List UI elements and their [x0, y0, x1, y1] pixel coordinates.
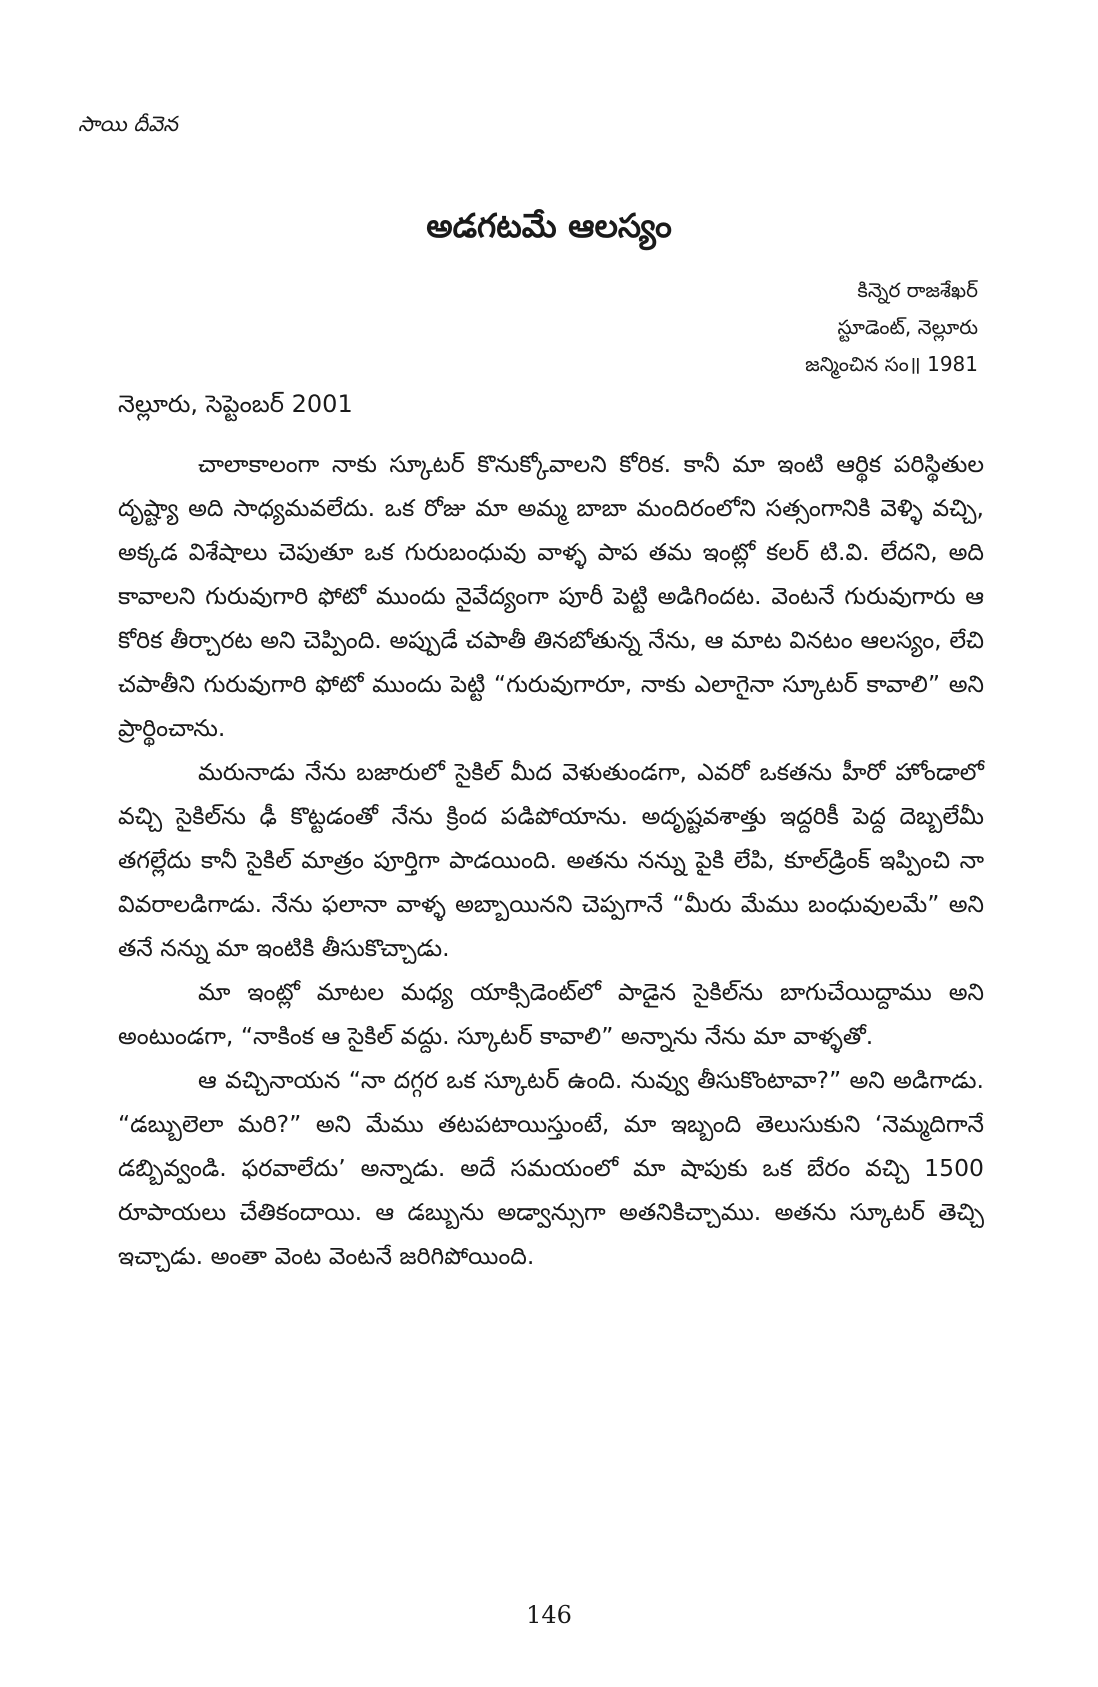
dateline: నెల్లూరు, సెప్టెంబర్ 2001 — [118, 390, 353, 418]
article-body — [118, 442, 984, 1278]
author-birth-year: జన్మించిన సం॥ 1981 — [805, 352, 978, 376]
author-block — [805, 272, 978, 383]
paragraph: మరునాడు నేను బజారులో సైకిల్ మీద వెళుతుండగా, ఎవరో ఒకతను హీరో హోండాలో వచ్చి సైకిల్‌ను ఢీ కొట్టడంతో నేను క్రింద పడిపోయాను. అదృష్టవశాత్తు ఇద్దరికీ పెద్ద దెబ్బలేమీ తగల్లేదు కానీ సైకిల్ మాత్రం పూర్తిగా పాడయింది. అతను నన్ను పైకి లేపి, కూల్‌డ్రింక్ ఇప్పించి నా వివరాలడిగాడు. నేను ఫలానా వాళ్ళ అబ్బాయినని చెప్పగానే “మీరు మేము బంధువులమే” అని తనే నన్ను మా ఇంటికి తీసుకొచ్చాడు. — [118, 758, 984, 962]
author-name: కిన్నెర రాజశేఖర్ — [857, 278, 978, 302]
article-title: అడగటమే ఆలస్యం — [426, 206, 672, 245]
paragraph: మా ఇంట్లో మాటల మధ్య యాక్సిడెంట్‌లో పాడైన సైకిల్‌ను బాగుచేయిద్దాము అని అంటుండగా, “నాకింక ఆ సైకిల్ వద్దు. స్కూటర్ కావాలి” అన్నాను నేను మా వాళ్ళతో. — [118, 978, 984, 1050]
running-head: సాయి దీవెన — [78, 112, 178, 136]
paragraph: ఆ వచ్చినాయన “నా దగ్గర ఒక స్కూటర్ ఉంది. నువ్వు తీసుకొంటావా?” అని అడిగాడు. “డబ్బులెలా మరి?” అని మేము తటపటాయిస్తుంటే, మా ఇబ్బంది తెలుసుకుని ‘నెమ్మదిగానే డబ్బివ్వండి. ఫరవాలేదు’ అన్నాడు. అదే సమయంలో మా షాపుకు ఒక బేరం వచ్చి 1500 రూపాయలు చేతికందాయి. ఆ డబ్బును అడ్వాన్సుగా అతనికిచ్చాము. అతను స్కూటర్ తెచ్చి ఇచ్చాడు. అంతా వెంట వెంటనే జరిగిపోయింది. — [118, 1066, 984, 1270]
author-occupation: స్టూడెంట్, నెల్లూరు — [837, 315, 978, 339]
page-number: 146 — [526, 1601, 572, 1629]
paragraph: చాలాకాలంగా నాకు స్కూటర్ కొనుక్కోవాలని కోరిక. కానీ మా ఇంటి ఆర్థిక పరిస్థితుల దృష్ట్యా అది సాధ్యమవలేదు. ఒక రోజు మా అమ్మ బాబా మందిరంలోని సత్సంగానికి వెళ్ళి వచ్చి, అక్కడ విశేషాలు చెపుతూ ఒక గురుబంధువు వాళ్ళ పాప తమ ఇంట్లో కలర్ టి.వి. లేదని, అది కావాలని గురువుగారి ఫోటో ముందు నైవేద్యంగా పూరీ పెట్టి అడిగిందట. వెంటనే గురువుగారు ఆ కోరిక తీర్చారట అని చెప్పింది. అప్పుడే చపాతీ తినబోతున్న నేను, ఆ మాట వినటం ఆలస్యం, లేచి చపాతీని గురువుగారి ఫోటో ముందు పెట్టి “గురువుగారూ, నాకు ఎలాగైనా స్కూటర్ కావాలి” అని ప్రార్థించాను. — [118, 450, 984, 742]
